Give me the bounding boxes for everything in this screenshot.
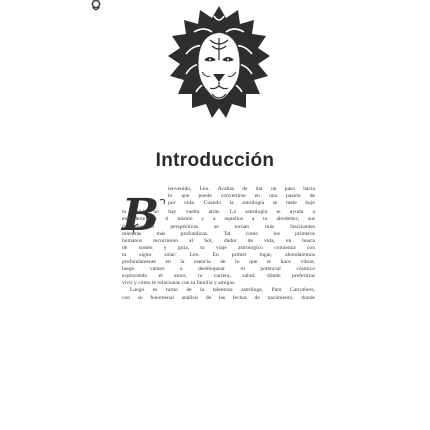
body-text-line: profundamente en la esencia de lo que te hace vibrar,: [122, 259, 315, 265]
body-text-line: lo que puede convertirse en una pasión de: [168, 193, 315, 200]
lion-head-illustration: [164, 2, 274, 130]
corner-ornament-icon: [88, 0, 104, 12]
body-text-line: humanos recurrieron al Sol, dador de vida, en busca: [122, 237, 315, 244]
body-text-line: de sostén y guía, tu viaje astrológico comienza con: [122, 244, 315, 251]
body-text-line: Luego es turno de la talentosa astróloga, Pam Carruthers,: [130, 287, 315, 294]
body-text-line: luego vamos a desbloquear tu potencial cósmico: [122, 266, 315, 273]
body-text-line: explorando el amor, tu carrera, salud, dónde preferirías: [122, 273, 315, 280]
body-text-line: entenderte a ti mismo y a aquellos a tu alrededor; sus: [122, 216, 315, 223]
body-text-line: deslumbrantes perspectivas se tornan más fascinantes: [122, 223, 315, 230]
body-text-line: por vida. Cuando la astrología se mete bajo: [168, 200, 315, 207]
body-text-line: vivir y cómo te relacionas con tu familia y amigos.: [122, 280, 236, 287]
body-text-line: tu signo solar: Leo. En primer lugar, ahondaremos: [122, 251, 315, 258]
body-text-line: tu piel no hay vuelta atrás. La astrología te ayuda a: [122, 209, 315, 216]
body-text-line: con su fenomenal análisis de las fechas de nacimiento, donde: [122, 294, 315, 301]
page-title: Introducción: [155, 150, 275, 171]
body-text-line: mientras más profundizas. Tal como los primeros: [122, 230, 315, 237]
drop-cap-letter: B: [122, 190, 160, 241]
body-text-line: ienvenido, Leo. Acabas de dar un paso hacia: [168, 186, 315, 192]
